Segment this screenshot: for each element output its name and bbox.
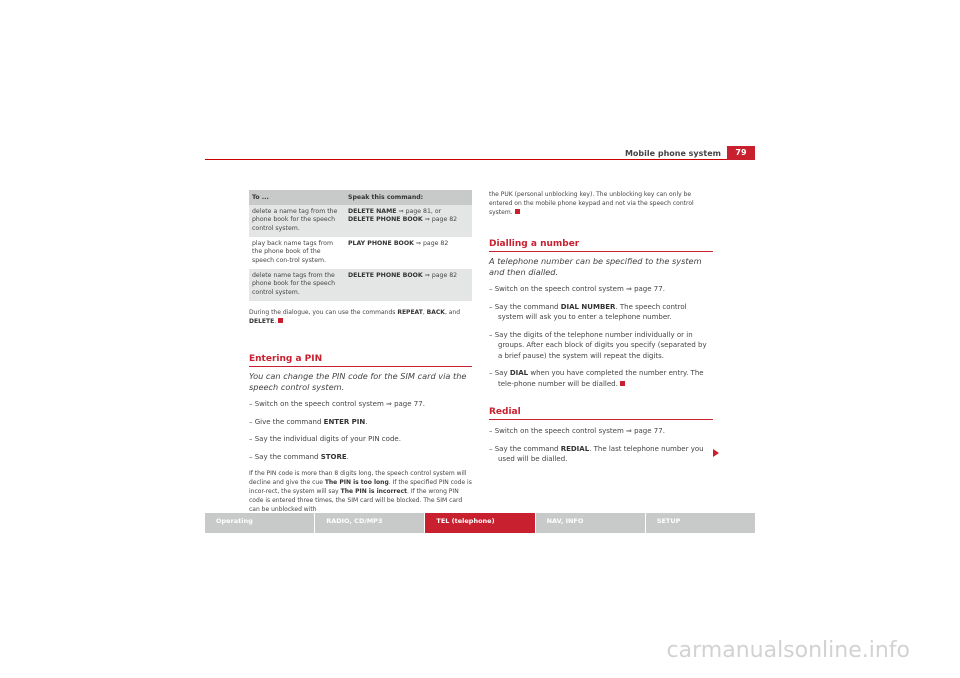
note-text: the PUK (personal unblocking key). The unblocking key can only be entered on the mobile phone keypad and not via the speech control system. (489, 191, 694, 216)
list-item: – Switch on the speech control system ⇒ page 77. (249, 400, 425, 408)
note-text: , and (444, 309, 461, 316)
page-number: 79 (727, 146, 755, 160)
section-lead-dialling: A telephone number can be specified to the system and then dialled. (489, 256, 702, 277)
list-item: – Switch on the speech control system ⇒ page 77. (489, 427, 665, 435)
command-table (249, 190, 472, 301)
next-page-arrow-icon (713, 449, 719, 457)
page-ref: ⇒ page 82 (422, 216, 458, 224)
section-lead-pin: You can change the PIN code for the SIM card via the speech control system. (249, 371, 467, 392)
watermark: carmanualsonline.info (666, 638, 910, 663)
table-header-to: To ... (249, 190, 345, 205)
command-text: ENTER PIN (323, 417, 366, 426)
list-item: – Say the digits of the telephone number individually or in groups. After each block of digits you specify (separated by a brief pause) the system will repeat the digits. (489, 330, 707, 360)
command-text: DELETE PHONE BOOK (348, 216, 423, 224)
footer-nav (205, 513, 755, 533)
tab-nav-info[interactable]: NAV, INFO (536, 513, 645, 533)
step-text: . The last telephone number you used will be dialled. (498, 444, 704, 463)
redial-steps (489, 426, 713, 465)
command-text: PLAY PHONE BOOK (348, 240, 414, 247)
step-text: – Say the command (489, 302, 561, 311)
page-ref: ⇒ page 82 (413, 240, 449, 247)
list-item (249, 417, 472, 428)
step-text: – Say (489, 369, 510, 377)
table-row (249, 237, 472, 269)
command-text: REPEAT (397, 309, 423, 316)
step-text: . The speech control system will ask you to enter a telephone number. (498, 302, 687, 321)
step-text: . (346, 452, 349, 461)
note-text: . If the wrong PIN code is entered three times, the SIM card will be blocked. The SIM card can be unblocked with (249, 488, 463, 513)
note-text: . (274, 318, 277, 325)
puk-continuation (489, 190, 713, 217)
section-title-dialling: Dialling a number (489, 239, 713, 252)
command-text: DELETE PHONE BOOK (348, 272, 423, 279)
list-item: – Switch on the speech control system ⇒ page 77. (489, 285, 665, 293)
page-header (205, 146, 755, 160)
tab-radio-cd-mp3[interactable]: RADIO, CD/MP3 (315, 513, 424, 533)
list-item (489, 368, 713, 389)
command-text: DIAL (509, 369, 529, 377)
page-ref: ⇒ page 81, or (396, 208, 442, 215)
table-cell-desc: play back name tags from the phone book of the speech con-trol system. (252, 240, 333, 264)
note-text: If the PIN code is more than 8 digits long, the speech control system will decline and give the cue (249, 470, 467, 486)
table-cell-command (345, 205, 472, 237)
step-text: . (365, 417, 368, 426)
note-text: , (422, 309, 427, 316)
command-text: BACK (426, 309, 445, 316)
pin-steps (249, 399, 472, 462)
cue-text: The PIN is too long (324, 479, 389, 486)
section-title-redial: Redial (489, 407, 713, 420)
step-text: when you have completed the number entry. The tele-phone number will be dialled. (498, 369, 704, 388)
left-column (249, 190, 472, 514)
table-row (249, 269, 472, 301)
pin-note (249, 469, 472, 514)
table-cell-desc: delete name tags from the phone book for the speech control system. (249, 269, 345, 301)
table-cell-command (345, 237, 472, 269)
page-ref: ⇒ page 82 (422, 272, 458, 279)
section-end-marker (278, 318, 283, 323)
step-text: – Say the command (489, 444, 561, 453)
tab-setup[interactable]: SETUP (646, 513, 755, 533)
command-text: REDIAL (560, 444, 590, 453)
list-item (249, 452, 472, 463)
dialogue-note (249, 308, 472, 326)
table-header-row (249, 190, 472, 205)
table-cell-desc: delete a name tag from the phone book for the speech control system. (249, 205, 345, 237)
command-text: DELETE (249, 318, 275, 325)
table-header-command: Speak this command: (345, 190, 472, 205)
command-text: DIAL NUMBER (560, 302, 616, 311)
header-title: Mobile phone system (624, 149, 721, 158)
cue-text: The PIN is incorrect (340, 488, 408, 495)
list-item: – Say the individual digits of your PIN code. (249, 435, 401, 443)
table-row (249, 205, 472, 237)
note-text: . If the specified PIN code is incor-rect, the system will say (249, 479, 472, 495)
tab-tel[interactable]: TEL (telephone) (425, 513, 534, 533)
section-title-pin: Entering a PIN (249, 354, 472, 367)
step-text: – Say the command (249, 452, 321, 461)
tab-operating[interactable]: Operating (205, 513, 314, 533)
list-item (489, 444, 713, 465)
table-cell-command (345, 269, 472, 301)
right-column (489, 190, 713, 472)
section-end-marker (515, 209, 520, 214)
section-end-marker (620, 381, 625, 386)
step-text: – Give the command (249, 417, 324, 426)
list-item (489, 302, 713, 323)
command-text: STORE (320, 452, 347, 461)
note-text: During the dialogue, you can use the commands (249, 309, 398, 316)
dialling-steps (489, 284, 713, 389)
command-text: DELETE NAME (348, 208, 397, 215)
